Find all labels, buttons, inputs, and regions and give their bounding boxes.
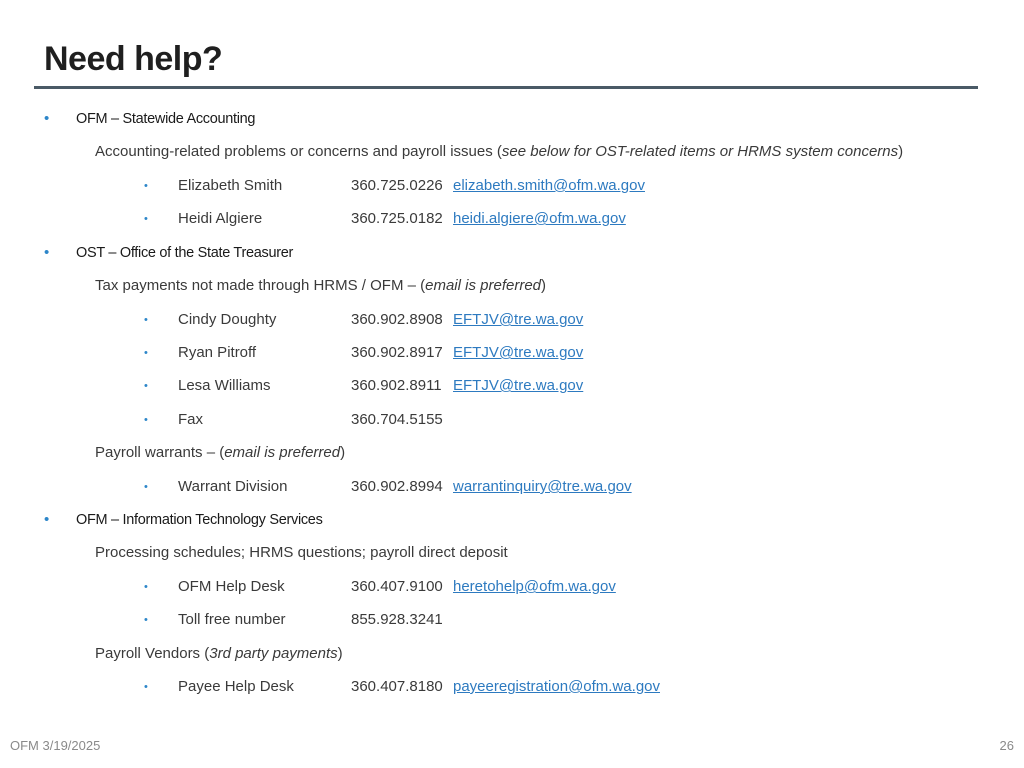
contact-email-link[interactable]: heretohelp@ofm.wa.gov [453,578,616,595]
desc-end-text: ) [898,143,904,160]
contact-name: Elizabeth Smith [178,177,283,194]
desc-end-text: ) [337,645,343,662]
contact-phone: 360.407.8180 [351,678,443,695]
bullet-icon: • [44,110,50,127]
desc-text: Accounting-related problems or concerns and payroll issues ( [95,143,502,160]
desc-italic-text: see below for OST-related items or HRMS system concerns [501,143,899,160]
desc-end-text: ) [340,444,346,461]
contact-phone: 360.407.9100 [351,578,443,595]
desc-text: Payroll warrants – ( [95,444,225,461]
bullet-icon: • [44,511,50,528]
contact-phone: 855.928.3241 [351,611,443,628]
contact-email-link[interactable]: EFTJV@tre.wa.gov [453,311,584,328]
contact-phone: 360.725.0182 [351,210,443,227]
desc-italic-text: email is preferred [224,444,341,461]
contact-phone: 360.902.8994 [351,478,443,495]
bullet-icon: • [44,244,50,261]
bullet-icon: • [144,314,148,326]
bullet-icon: • [144,614,148,626]
contact-phone: 360.725.0226 [351,177,443,194]
contact-phone: 360.902.8908 [351,311,443,328]
bullet-icon: • [144,213,148,225]
contact-phone: 360.704.5155 [351,411,443,428]
footer-date: OFM 3/19/2025 [10,738,101,753]
contact-email-link[interactable]: EFTJV@tre.wa.gov [453,377,584,394]
contact-email-link[interactable]: elizabeth.smith@ofm.wa.gov [453,177,645,194]
page-title: Need help? [44,40,223,78]
bullet-icon: • [144,581,148,593]
section-heading: OST – Office of the State Treasurer [76,245,294,261]
bullet-icon: • [144,681,148,693]
bullet-icon: • [144,180,148,192]
bullet-icon: • [144,347,148,359]
contact-email-link[interactable]: payeeregistration@ofm.wa.gov [453,678,660,695]
bullet-icon: • [144,481,148,493]
contact-name: Heidi Algiere [178,210,263,227]
desc-italic-text: 3rd party payments [209,645,338,662]
contact-name: OFM Help Desk [178,578,285,595]
bullet-icon: • [144,380,148,392]
contact-name: Toll free number [178,611,286,628]
contact-name: Ryan Pitroff [178,344,257,361]
section-heading: OFM – Information Technology Services [76,512,323,528]
desc-text: Payroll Vendors ( [95,645,210,662]
contact-email-link[interactable]: heidi.algiere@ofm.wa.gov [453,210,626,227]
contact-name: Lesa Williams [178,377,271,394]
section-heading: OFM – Statewide Accounting [76,111,256,127]
contact-email-link[interactable]: EFTJV@tre.wa.gov [453,344,584,361]
desc-text: Processing schedules; HRMS questions; payroll direct deposit [95,544,508,561]
contact-name: Cindy Doughty [178,311,277,328]
contact-name: Payee Help Desk [178,678,294,695]
contact-phone: 360.902.8911 [351,377,442,394]
desc-end-text: ) [541,277,547,294]
contact-phone: 360.902.8917 [351,344,443,361]
contact-email-link[interactable]: warrantinquiry@tre.wa.gov [453,478,632,495]
desc-text: Tax payments not made through HRMS / OFM – ( [95,277,426,294]
contact-name: Warrant Division [178,478,288,495]
page-number: 26 [999,738,1014,753]
desc-italic-text: email is preferred [425,277,542,294]
title-underline [34,86,978,89]
contact-name: Fax [178,411,204,428]
bullet-icon: • [144,414,148,426]
